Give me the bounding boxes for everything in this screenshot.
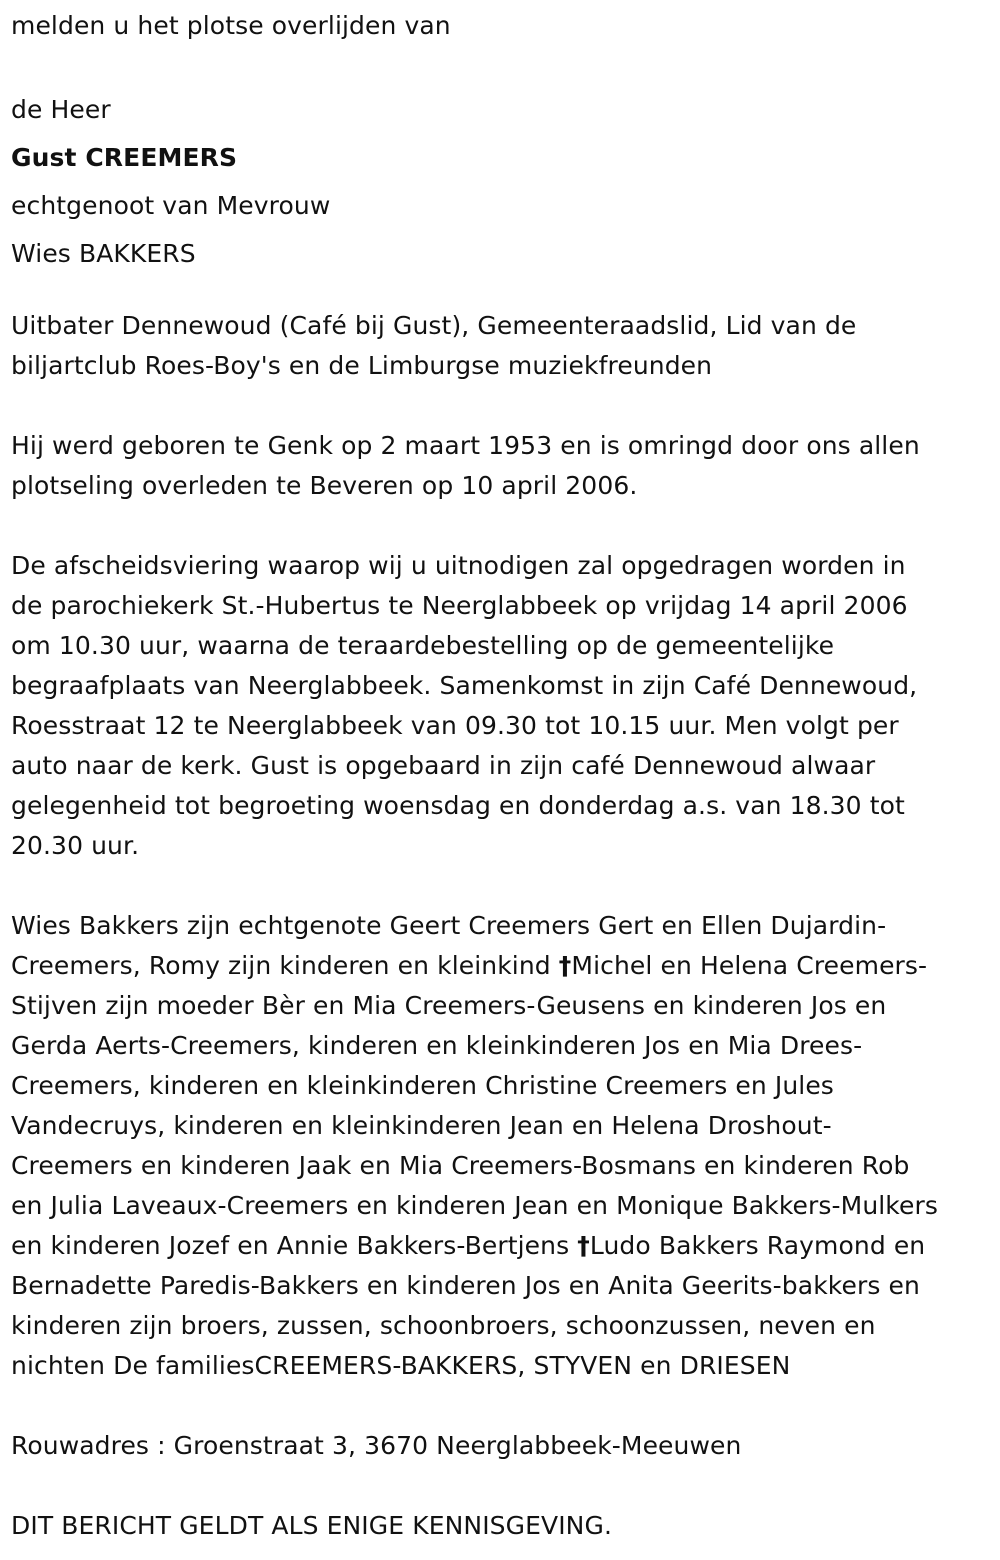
ceremony-line: auto naar de kerk. Gust is opgebaard in zijn café Dennewoud alwaar <box>11 751 876 780</box>
family-text: Ludo Bakkers Raymond en <box>589 1231 926 1260</box>
family-line: Creemers en kinderen Jaak en Mia Creemers-Bosmans en kinderen Rob <box>11 1151 910 1180</box>
spacer <box>11 506 986 546</box>
obituary-notice <box>11 6 986 1546</box>
spacer <box>11 1466 986 1506</box>
roles-line: biljartclub Roes-Boy's en de Limburgse muziekfreunden <box>11 351 713 380</box>
intro-text: melden u het plotse overlijden van <box>11 11 451 40</box>
birth-death-paragraph <box>11 426 986 506</box>
spacer <box>11 866 986 906</box>
cross-icon: † <box>577 1231 590 1260</box>
closing-statement: DIT BERICHT GELDT ALS ENIGE KENNISGEVING. <box>11 1511 612 1540</box>
roles-paragraph <box>11 306 986 386</box>
family-text: Michel en Helena Creemers- <box>571 951 928 980</box>
ceremony-line: om 10.30 uur, waarna de teraardebestelling op de gemeentelijke <box>11 631 835 660</box>
ceremony-paragraph <box>11 546 986 866</box>
family-line: Gerda Aerts-Creemers, kinderen en kleinkinderen Jos en Mia Drees- <box>11 1031 863 1060</box>
family-line: kinderen zijn broers, zussen, schoonbroers, schoonzussen, neven en <box>11 1311 876 1340</box>
cross-icon: † <box>558 951 572 980</box>
ceremony-line: de parochiekerk St.-Hubertus te Neerglabbeek op vrijdag 14 april 2006 <box>11 591 908 620</box>
spacer <box>11 46 986 86</box>
family-paragraph <box>11 906 986 1386</box>
family-line: Bernadette Paredis-Bakkers en kinderen Jos en Anita Geerits-bakkers en <box>11 1271 920 1300</box>
ceremony-line: gelegenheid tot begroeting woensdag en donderdag a.s. van 18.30 tot <box>11 791 905 820</box>
birth-death-line: plotseling overleden te Beveren op 10 april 2006. <box>11 471 638 500</box>
family-line <box>11 946 986 986</box>
birth-death-line: Hij werd geboren te Genk op 2 maart 1953 en is omringd door ons allen <box>11 431 920 460</box>
ceremony-line: begraafplaats van Neerglabbeek. Samenkomst in zijn Café Dennewoud, <box>11 671 918 700</box>
family-line: nichten De familiesCREEMERS-BAKKERS, STYVEN en DRIESEN <box>11 1351 791 1380</box>
ceremony-line: Roesstraat 12 te Neerglabbeek van 09.30 tot 10.15 uur. Men volgt per <box>11 711 899 740</box>
ceremony-line: De afscheidsviering waarop wij u uitnodigen zal opgedragen worden in <box>11 551 906 580</box>
mourning-address: Rouwadres : Groenstraat 3, 3670 Neerglabbeek-Meeuwen <box>11 1431 742 1460</box>
family-line: Stijven zijn moeder Bèr en Mia Creemers-Geusens en kinderen Jos en <box>11 991 887 1020</box>
spouse-name: Wies BAKKERS <box>11 239 196 268</box>
family-line: en Julia Laveaux-Creemers en kinderen Jean en Monique Bakkers-Mulkers <box>11 1191 938 1220</box>
family-line <box>11 1226 986 1266</box>
spouse-relation: echtgenoot van Mevrouw <box>11 191 331 220</box>
spacer <box>11 386 986 426</box>
title-text: de Heer <box>11 95 111 124</box>
family-line: Vandecruys, kinderen en kleinkinderen Jean en Helena Droshout- <box>11 1111 832 1140</box>
family-line: Wies Bakkers zijn echtgenote Geert Creemers Gert en Ellen Dujardin- <box>11 911 887 940</box>
spacer <box>11 1386 986 1426</box>
deceased-name: Gust CREEMERS <box>11 143 238 172</box>
family-text: Creemers, Romy zijn kinderen en kleinkind <box>11 951 559 980</box>
family-line: Creemers, kinderen en kleinkinderen Christine Creemers en Jules <box>11 1071 834 1100</box>
spacer <box>11 278 986 306</box>
ceremony-line: 20.30 uur. <box>11 831 140 860</box>
roles-line: Uitbater Dennewoud (Café bij Gust), Gemeenteraadslid, Lid van de <box>11 311 857 340</box>
family-text: en kinderen Jozef en Annie Bakkers-Bertjens <box>11 1231 578 1260</box>
